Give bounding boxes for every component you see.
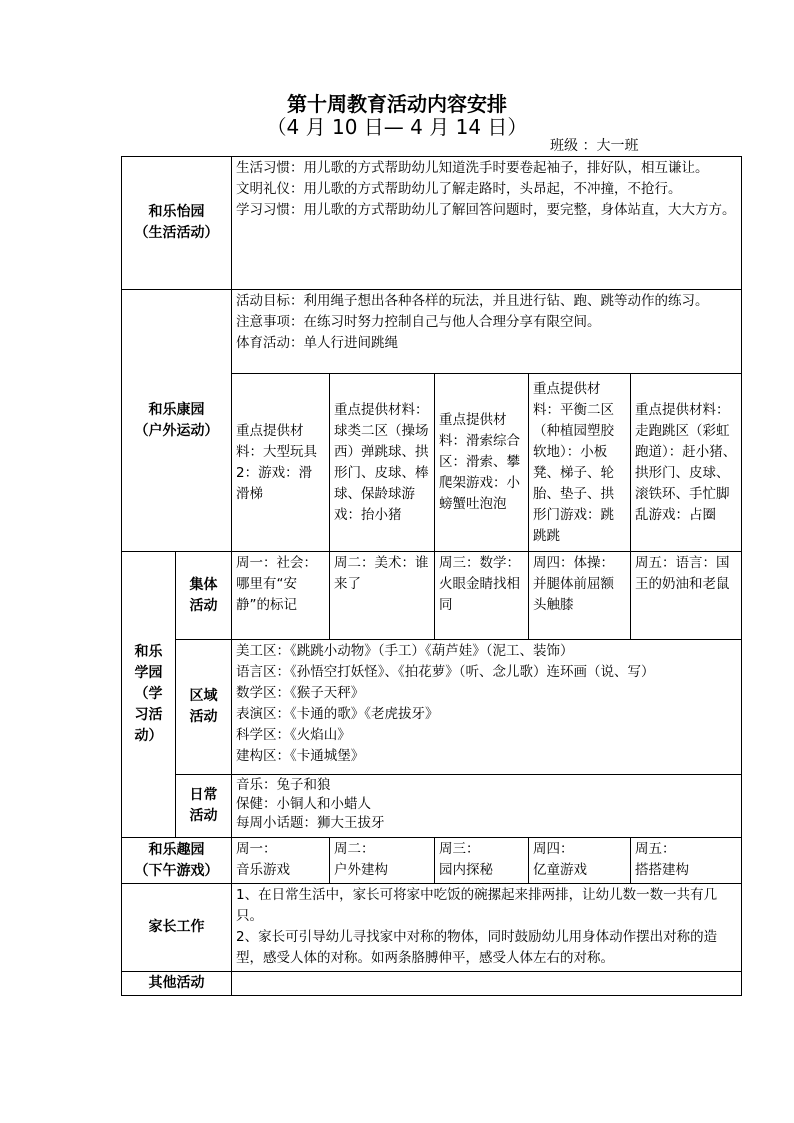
- section-other-label: 其他活动: [122, 972, 232, 996]
- outdoor-zone: 重点提供材料：走跑跳区（彩虹跑道）：赶小猪、拱形门、皮球、滚铁环、手忙脚乱游戏：占圈: [631, 374, 742, 552]
- group-day: 周三：数学：火眼金睛找相同: [435, 552, 529, 640]
- outdoor-zone: 重点提供材料：滑索综合区：滑索、攀爬架游戏：小螃蟹吐泡泡: [435, 374, 529, 552]
- parents-content: [232, 884, 742, 972]
- outdoor-pe: 体育活动：单人行进间跳绳: [236, 335, 398, 351]
- group-day: 周五：语言：国王的奶油和老鼠: [631, 552, 742, 640]
- area-line: 数学区：《猴子天秤》: [236, 685, 365, 701]
- parents-line: 2、家长可引导幼儿寻找家中对称的物体，同时鼓励幼儿用身体动作摆出对称的造型，感受人体的对称。如两条胳膊伸平，感受人体左右的对称。: [236, 929, 718, 966]
- area-line: 表演区：《卡通的歌》《老虎拔牙》: [236, 706, 439, 722]
- outdoor-zone: 重点提供材料：大型玩具2：游戏：滑滑梯: [232, 374, 330, 552]
- class-label: 班级 ：大一班: [550, 138, 639, 154]
- daily-content: [232, 775, 742, 838]
- area-line: 语言区：《孙悟空打妖怪》、《拍花萝》（听、念儿歌）连环画（说、写）: [236, 664, 655, 680]
- outdoor-zone: 重点提供材料：球类二区（操场西）弹跳球、拱形门、皮球、棒球、保龄球游戏：抬小猪: [330, 374, 435, 552]
- area-activity-label: 区域 活动: [176, 640, 232, 775]
- daily-line: 保健：小铜人和小蜡人: [236, 796, 371, 812]
- daily-line: 每周小话题：狮大王拔牙: [236, 815, 385, 831]
- daily-line: 音乐：兔子和狼: [236, 777, 331, 793]
- section-afternoon-label: 和乐趣园 （下午游戏）: [122, 838, 232, 884]
- section-outdoor-label: 和乐康园 （户外运动）: [122, 290, 232, 552]
- group-day: 周二：美术：谁来了: [330, 552, 435, 640]
- life-line: 生活习惯：用儿歌的方式帮助幼儿知道洗手时要卷起袖子，排好队，相互谦让。: [236, 160, 709, 176]
- other-content: [232, 972, 742, 996]
- parents-line: 1、在日常生活中，家长可将家中吃饭的碗摞起来排两排，让幼儿数一数一共有几只。: [236, 887, 718, 924]
- area-content: [232, 640, 742, 775]
- outdoor-zone: 重点提供材料：平衡二区（种植园塑胶软地）：小板凳、梯子、轮胎、垫子、拱形门游戏：跳跳跳: [529, 374, 631, 552]
- outdoor-goal: 活动目标：利用绳子想出各种各样的玩法，并且进行钻、跑、跳等动作的练习。: [236, 293, 709, 309]
- afternoon-day: 周二： 户外建构: [330, 838, 435, 884]
- outdoor-note: 注意事项：在练习时努力控制自己与他人合理分享有限空间。: [236, 314, 601, 330]
- afternoon-day: 周四： 亿童游戏: [529, 838, 631, 884]
- group-day: 周四：体操：并腿体前屈额头触膝: [529, 552, 631, 640]
- page-title: 第十周教育活动内容安排: [287, 92, 507, 116]
- afternoon-day: 周一： 音乐游戏: [232, 838, 330, 884]
- daily-activity-label: 日常 活动: [176, 775, 232, 838]
- afternoon-day: 周三： 园内探秘: [435, 838, 529, 884]
- schedule-table: [121, 156, 742, 996]
- afternoon-day: 周五： 搭搭建构: [631, 838, 742, 884]
- section-parents-label: 家长工作: [122, 884, 232, 972]
- area-line: 科学区：《火焰山》: [236, 727, 351, 743]
- life-content: [232, 157, 742, 290]
- life-line: 文明礼仪：用儿歌的方式帮助幼儿了解走路时，头昂起，不冲撞，不抢行。: [236, 181, 682, 197]
- group-day: 周一：社会：哪里有“安静”的标记: [232, 552, 330, 640]
- outdoor-info: [232, 290, 742, 374]
- section-learning-label: 和乐 学园 （学 习活 动）: [122, 552, 176, 838]
- group-activity-label: 集体 活动: [176, 552, 232, 640]
- date-range: （4 月 10 日— 4 月 14 日）: [266, 115, 528, 139]
- area-line: 建构区：《卡通城堡》: [236, 748, 365, 764]
- life-line: 学习习惯：用儿歌的方式帮助幼儿了解回答问题时，要完整，身体站直，大大方方。: [236, 202, 736, 218]
- section-life-label: 和乐怡园 （生活活动）: [122, 157, 232, 290]
- area-line: 美工区：《跳跳小动物》（手工）《葫芦娃》（泥工、装饰）: [236, 643, 574, 659]
